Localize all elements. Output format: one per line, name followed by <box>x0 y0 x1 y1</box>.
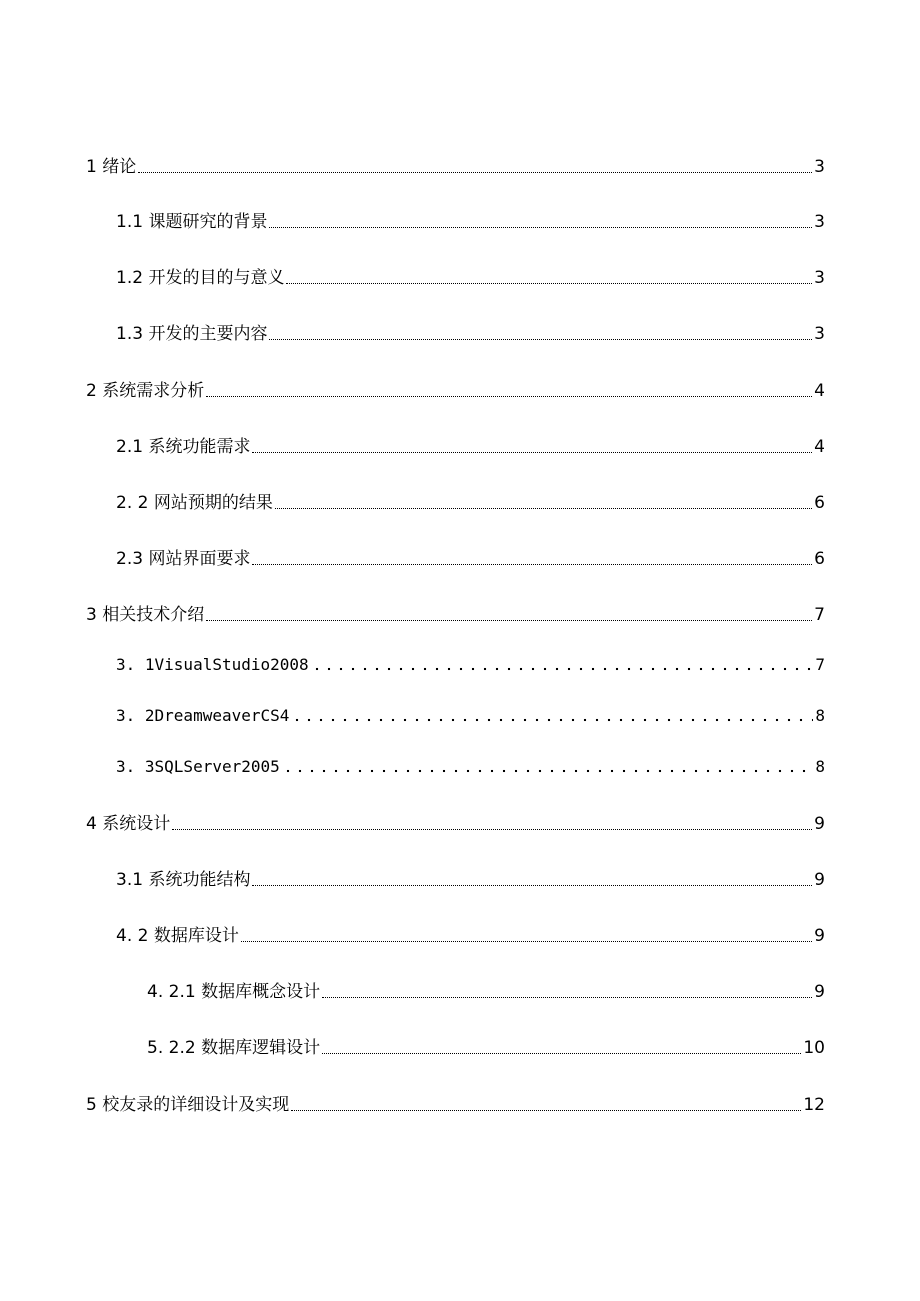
toc-dot-leader <box>252 885 812 886</box>
toc-entry-label: 1.1 课题研究的背景 <box>116 212 268 232</box>
toc-entry-label: 2 系统需求分析 <box>86 381 205 401</box>
toc-dot-leader <box>138 172 812 173</box>
toc-entry[interactable] <box>116 489 825 513</box>
toc-entry[interactable] <box>116 651 825 675</box>
toc-page-number: 6 <box>814 493 825 513</box>
toc-entry[interactable] <box>86 601 825 625</box>
toc-dot-leader <box>282 769 814 773</box>
toc-dot-leader <box>286 283 812 284</box>
toc-dot-leader <box>206 620 812 621</box>
toc-entry[interactable] <box>116 545 825 569</box>
toc-page-number: 3 <box>814 324 825 344</box>
toc-page-number: 9 <box>814 870 825 890</box>
toc-entry[interactable] <box>86 810 825 834</box>
toc-entry[interactable] <box>116 320 825 344</box>
toc-entry-label: 4 系统设计 <box>86 814 171 834</box>
toc-dot-leader <box>311 667 814 671</box>
toc-entry[interactable] <box>116 866 825 890</box>
toc-dot-leader <box>252 452 812 453</box>
toc-entry[interactable] <box>116 433 825 457</box>
toc-page-number: 10 <box>803 1038 825 1058</box>
toc-page-number: 4 <box>814 381 825 401</box>
toc-entry-label: 5 校友录的详细设计及实现 <box>86 1095 290 1115</box>
toc-dot-leader <box>252 564 812 565</box>
toc-entry-label: 1.3 开发的主要内容 <box>116 324 268 344</box>
toc-dot-leader <box>322 997 812 998</box>
toc-dot-leader <box>291 718 813 722</box>
toc-page-number: 6 <box>814 549 825 569</box>
toc-page-number: 8 <box>815 706 825 725</box>
toc-entry[interactable] <box>116 208 825 232</box>
toc-entry-label: 2. 2 网站预期的结果 <box>116 493 273 513</box>
toc-dot-leader <box>241 941 812 942</box>
toc-entry[interactable] <box>86 153 825 177</box>
toc-entry-label: 3. 3SQLServer2005 <box>116 757 280 776</box>
toc-dot-leader <box>172 829 812 830</box>
toc-entry-label: 1 绪论 <box>86 157 137 177</box>
toc-page-number: 8 <box>815 757 825 776</box>
toc-entry[interactable] <box>86 377 825 401</box>
toc-page-number: 3 <box>814 212 825 232</box>
toc-dot-leader <box>206 396 812 397</box>
toc-entry-label: 3 相关技术介绍 <box>86 605 205 625</box>
toc-entry-label: 5. 2.2 数据库逻辑设计 <box>147 1038 321 1058</box>
toc-entry-label: 3. 2DreamweaverCS4 <box>116 706 290 725</box>
toc-entry[interactable] <box>86 1091 825 1115</box>
toc-entry-label: 1.2 开发的目的与意义 <box>116 268 285 288</box>
toc-page-number: 9 <box>814 814 825 834</box>
toc-page-number: 7 <box>815 655 825 674</box>
toc-dot-leader <box>269 339 812 340</box>
toc-entry[interactable] <box>116 264 825 288</box>
toc-entry[interactable] <box>147 978 825 1002</box>
toc-page-number: 3 <box>814 268 825 288</box>
toc-entry[interactable] <box>116 922 825 946</box>
toc-entry-label: 4. 2.1 数据库概念设计 <box>147 982 321 1002</box>
toc-entry-label: 4. 2 数据库设计 <box>116 926 239 946</box>
toc-page-number: 9 <box>814 982 825 1002</box>
toc-entry-label: 2.3 网站界面要求 <box>116 549 251 569</box>
toc-dot-leader <box>269 227 812 228</box>
toc-entry[interactable] <box>116 702 825 726</box>
toc-page-number: 12 <box>803 1095 825 1115</box>
toc-page-number: 4 <box>814 437 825 457</box>
toc-dot-leader <box>322 1053 801 1054</box>
toc-page-number: 3 <box>814 157 825 177</box>
toc-dot-leader <box>275 508 812 509</box>
toc-page-number: 9 <box>814 926 825 946</box>
toc-entry-label: 2.1 系统功能需求 <box>116 437 251 457</box>
toc-entry-label: 3.1 系统功能结构 <box>116 870 251 890</box>
toc-entry-label: 3. 1VisualStudio2008 <box>116 655 309 674</box>
toc-page-number: 7 <box>814 605 825 625</box>
toc-entry[interactable] <box>147 1034 825 1058</box>
toc-entry[interactable] <box>116 753 825 777</box>
toc-dot-leader <box>291 1110 801 1111</box>
